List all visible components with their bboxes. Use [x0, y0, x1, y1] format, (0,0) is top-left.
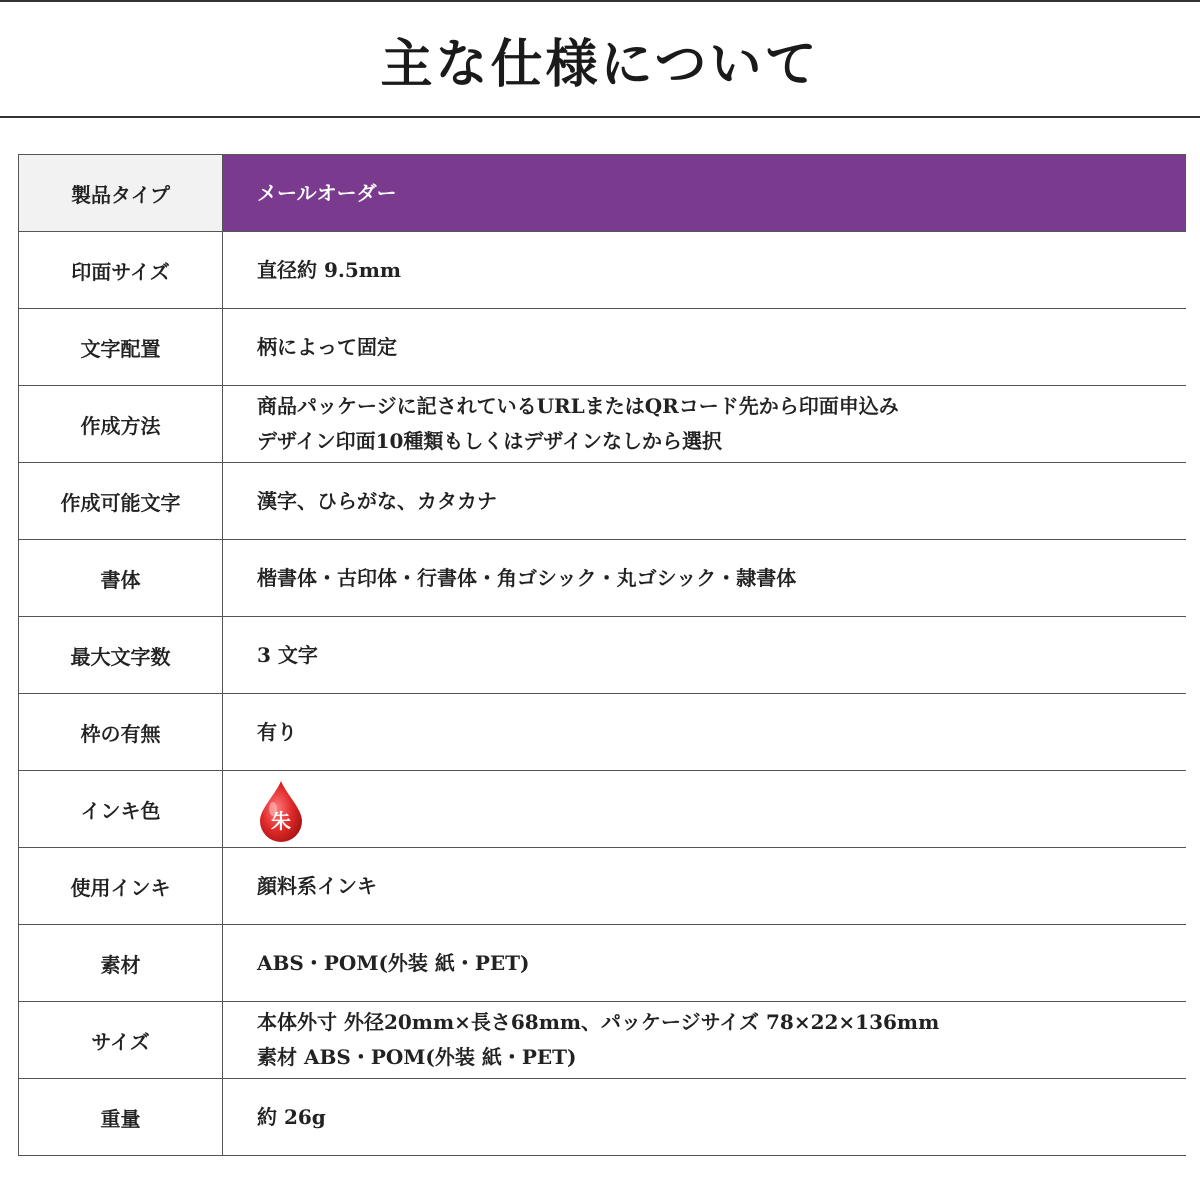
spec-table — [18, 154, 1186, 1156]
spec-value: メールオーダー — [223, 155, 1187, 232]
spec-row-weight — [19, 1079, 1187, 1156]
spec-value: 楷書体・古印体・行書体・角ゴシック・丸ゴシック・隷書体 — [223, 540, 1187, 617]
ink-color-char: 朱 — [271, 809, 291, 833]
spec-row-ink-type — [19, 848, 1187, 925]
spec-label: 書体 — [19, 540, 223, 617]
spec-value: ABS・POM(外装 紙・PET) — [223, 925, 1187, 1002]
spec-label: サイズ — [19, 1002, 223, 1079]
spec-value: 有り — [223, 694, 1187, 771]
spec-value-line: 本体外寸 外径20mm×長さ68mm、パッケージサイズ 78×22×136mm — [257, 1010, 940, 1034]
spec-label: 最大文字数 — [19, 617, 223, 694]
spec-row-method — [19, 386, 1187, 463]
spec-label: 使用インキ — [19, 848, 223, 925]
spec-value-line: 商品パッケージに記されているURLまたはQRコード先から印面申込み — [257, 394, 899, 418]
spec-value-line: 素材 ABS・POM(外装 紙・PET) — [257, 1045, 577, 1069]
spec-value: 漢字、ひらがな、カタカナ — [223, 463, 1187, 540]
spec-row-char-layout — [19, 309, 1187, 386]
spec-value: 3 文字 — [223, 617, 1187, 694]
spec-value — [223, 771, 1187, 848]
spec-label: 文字配置 — [19, 309, 223, 386]
spec-row-ink-color — [19, 771, 1187, 848]
spec-value-line: デザイン印面10種類もしくはデザインなしから選択 — [257, 429, 723, 453]
spec-row-max-chars — [19, 617, 1187, 694]
spec-label: 作成可能文字 — [19, 463, 223, 540]
page-title: 主な仕様について — [380, 33, 820, 95]
spec-label: 製品タイプ — [19, 155, 223, 232]
ink-drop-icon — [257, 779, 305, 843]
spec-row-frame — [19, 694, 1187, 771]
spec-row-material — [19, 925, 1187, 1002]
spec-label: 印面サイズ — [19, 232, 223, 309]
spec-row-chars — [19, 463, 1187, 540]
spec-value — [223, 386, 1187, 463]
spec-label: 作成方法 — [19, 386, 223, 463]
spec-label: 枠の有無 — [19, 694, 223, 771]
spec-row-print-size — [19, 232, 1187, 309]
spec-label: 重量 — [19, 1079, 223, 1156]
spec-row-product-type — [19, 155, 1187, 232]
spec-value: 直径約 9.5mm — [223, 232, 1187, 309]
spec-value: 顔料系インキ — [223, 848, 1187, 925]
spec-value: 柄によって固定 — [223, 309, 1187, 386]
title-bar — [0, 0, 1200, 118]
spec-label: インキ色 — [19, 771, 223, 848]
spec-value — [223, 1002, 1187, 1079]
spec-row-size — [19, 1002, 1187, 1079]
spec-row-font — [19, 540, 1187, 617]
spec-value: 約 26g — [223, 1079, 1187, 1156]
spec-label: 素材 — [19, 925, 223, 1002]
